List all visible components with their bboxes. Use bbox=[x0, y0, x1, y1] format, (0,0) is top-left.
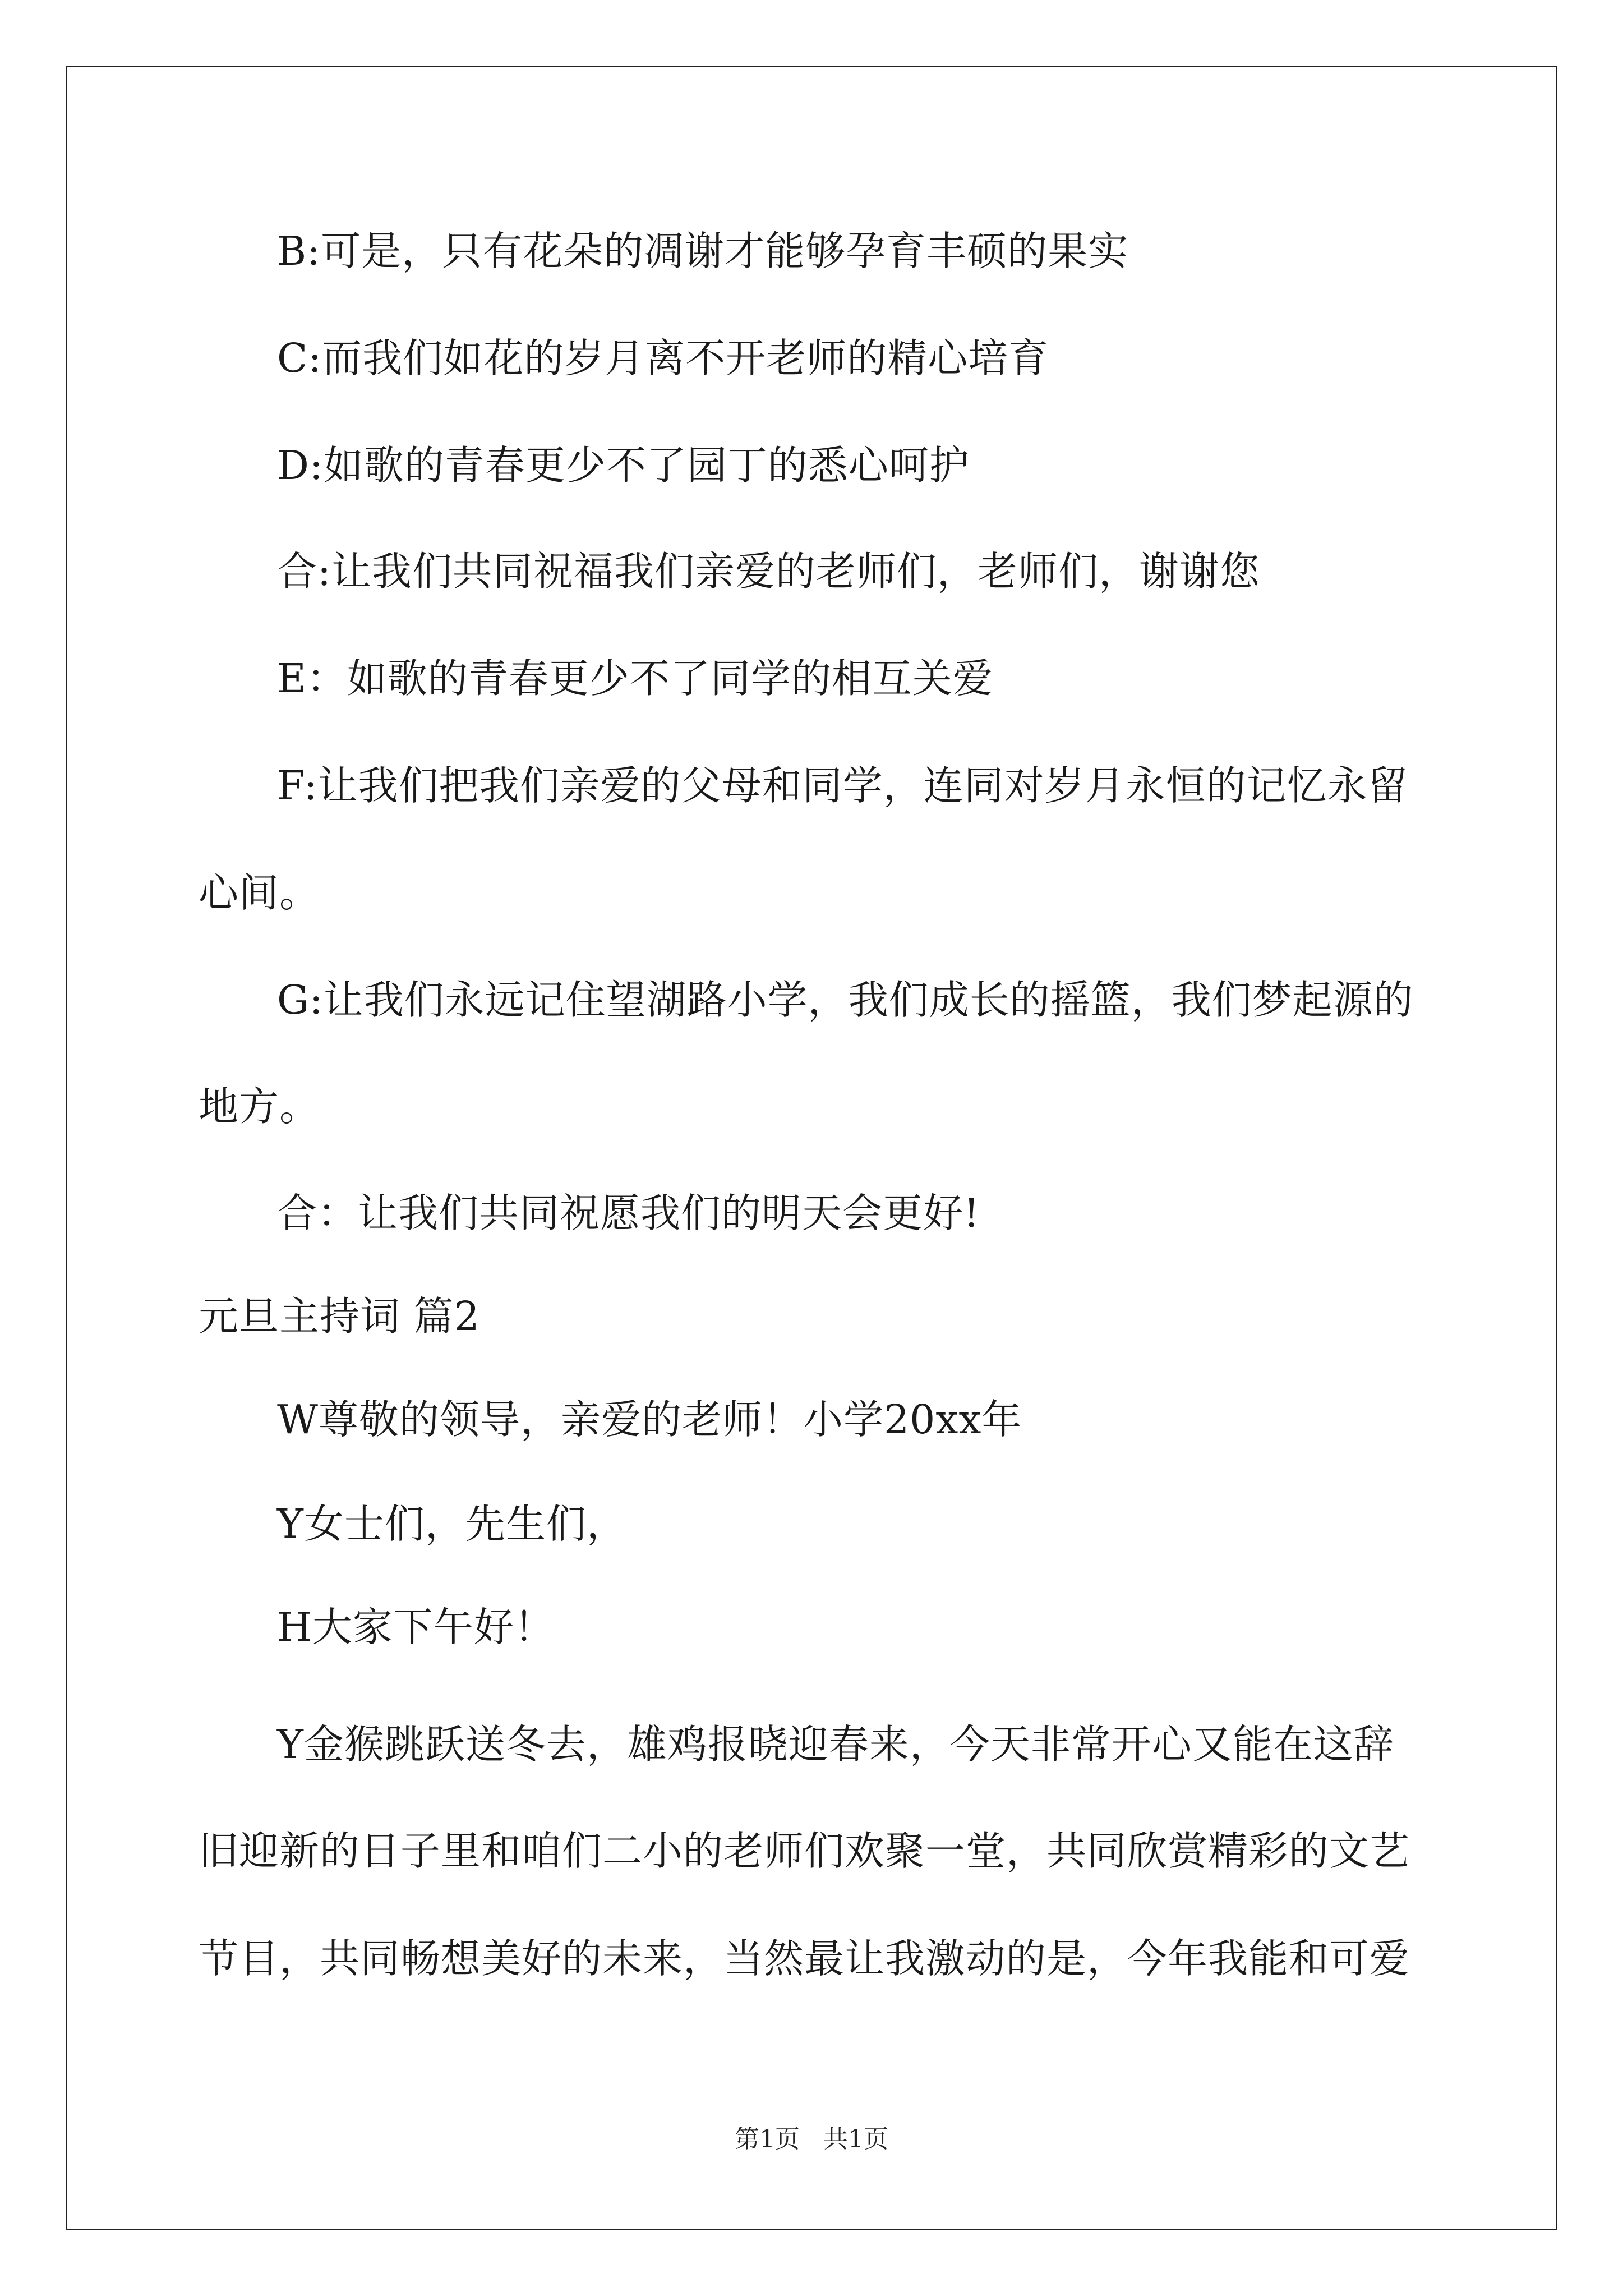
section-heading: 元旦主持词 篇2 bbox=[199, 1293, 480, 1340]
text-line: 心间。 bbox=[199, 869, 320, 916]
page-footer bbox=[0, 2127, 1623, 2152]
text-line: C:而我们如花的岁月离不开老师的精心培育 bbox=[277, 335, 1049, 381]
text-line: 旧迎新的日子里和咱们二小的老师们欢聚一堂，共同欣赏精彩的文艺 bbox=[199, 1828, 1410, 1874]
text-line: D:如歌的青春更少不了园丁的悉心呵护 bbox=[277, 442, 970, 489]
text-line: 节目，共同畅想美好的未来，当然最让我激动的是，今年我能和可爱 bbox=[199, 1935, 1410, 1982]
text-line: G:让我们永远记住望湖路小学，我们成长的摇篮，我们梦起源的 bbox=[277, 977, 1414, 1023]
page-number: 第1页 bbox=[735, 2125, 800, 2154]
page-border bbox=[66, 66, 1557, 2230]
text-line: B:可是，只有花朵的凋谢才能够孕育丰硕的果实 bbox=[277, 228, 1129, 274]
text-line: 合:让我们共同祝福我们亲爱的老师们，老师们，谢谢您 bbox=[277, 548, 1260, 595]
text-line: E：如歌的青春更少不了同学的相互关爱 bbox=[277, 655, 993, 702]
text-line: 地方。 bbox=[199, 1083, 320, 1130]
text-line: H大家下午好！ bbox=[277, 1604, 555, 1650]
text-line: Y金猴跳跃送冬去，雄鸡报晓迎春来，今天非常开心又能在这辞 bbox=[277, 1721, 1394, 1768]
text-line: W尊敬的领导，亲爱的老师！小学20xx年 bbox=[277, 1396, 1022, 1443]
text-line: F:让我们把我们亲爱的父母和同学，连同对岁月永恒的记忆永留 bbox=[277, 762, 1408, 809]
page-total: 共1页 bbox=[823, 2125, 888, 2154]
text-line: 合：让我们共同祝愿我们的明天会更好! bbox=[277, 1190, 980, 1236]
text-line: Y女士们，先生们， bbox=[277, 1501, 627, 1547]
